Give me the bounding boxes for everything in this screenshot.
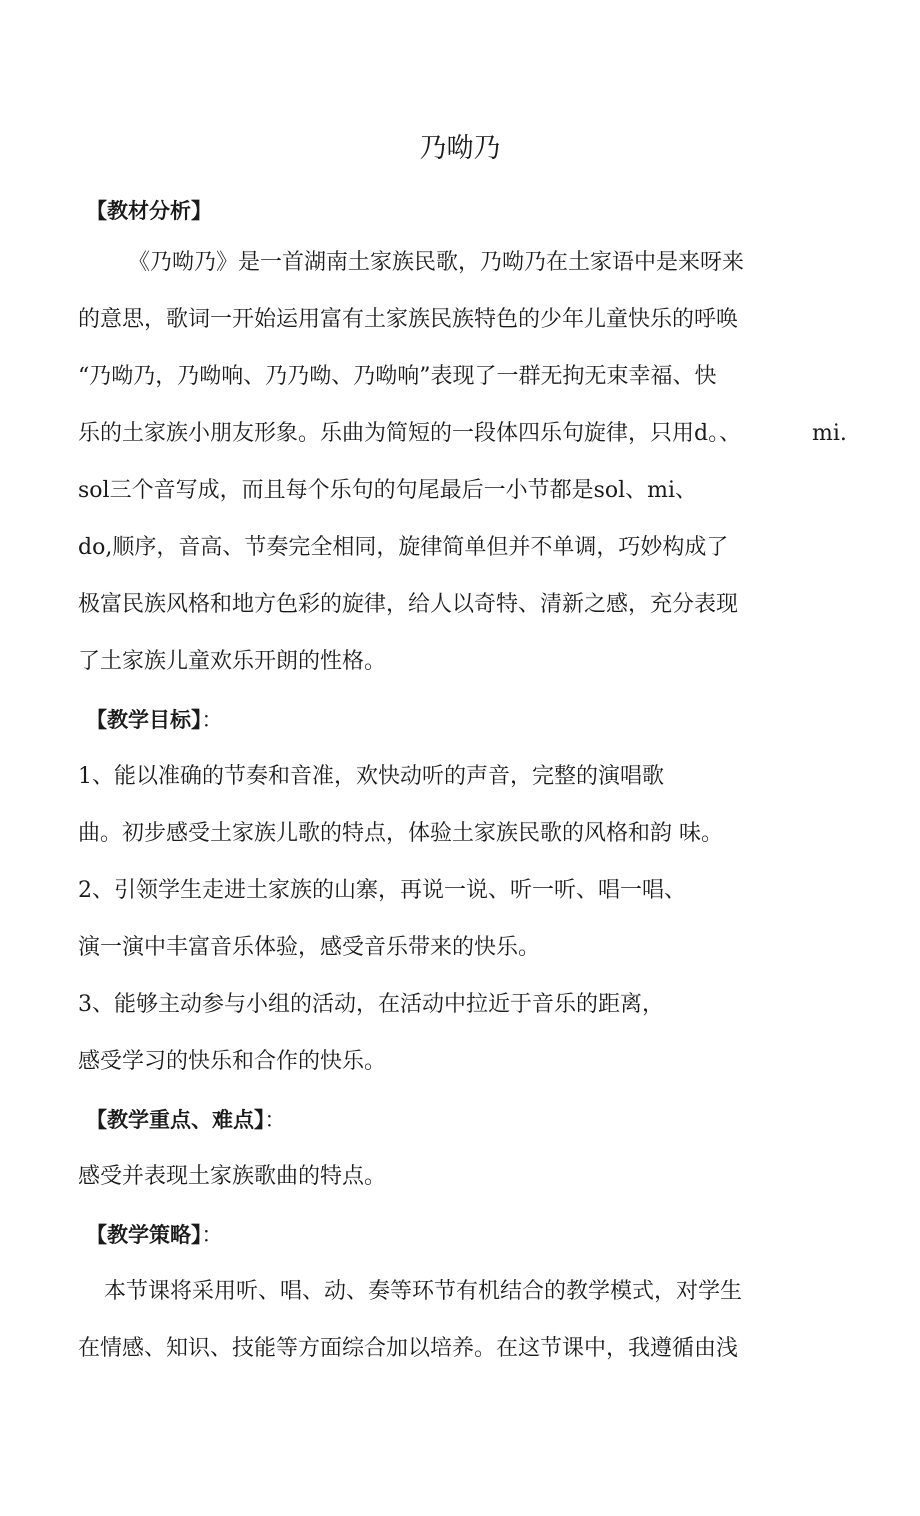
goals-line-5: 3、能够主动参与小组的活动，在活动中拉近于音乐的距离， [78,992,664,1017]
goals-line-2: 曲。初步感受土家族儿歌的特点，体验土家族民歌的风格和韵 味。 [78,821,723,846]
analysis-line-6: do,顺序，音高、节奏完全相同，旋律简单但并不单调，巧妙构成了 [78,535,729,560]
strategy-line-1: 本节课将采用听、唱、动、奏等环节有机结合的教学模式，对学生 [104,1279,743,1304]
heading-strategy-colon: ： [201,1223,223,1247]
heading-key-points-label: 【教学重点、难点】 [86,1108,265,1132]
heading-key-points-colon: ： [264,1108,286,1132]
analysis-line-3: “乃呦乃，乃呦响、乃乃呦、乃呦响”表现了一群无拘无束幸福、快 [78,364,717,389]
heading-analysis [86,196,212,226]
heading-analysis-label: 【教材分析】 [86,199,212,223]
heading-strategy-label: 【教学策略】 [86,1223,202,1247]
heading-goals-colon: ： [201,708,223,732]
analysis-line-4 [78,419,741,449]
goals-line-3: 2、引领学生走进土家族的山寨，再说一说、听一听、唱一唱、 [78,878,686,903]
document-title: 乃呦乃 [419,133,501,164]
analysis-line-2: 的意思，歌词一开始运用富有土家族民族特色的少年儿童快乐的呼唤 [78,307,739,332]
analysis-line-1: 《乃呦乃》是一首湖南土家族民歌，乃呦乃在土家语中是来呀来 [128,250,745,275]
strategy-line-2: 在情感、知识、技能等方面综合加以培养。在这节课中，我遵循由浅 [78,1336,739,1361]
heading-key-points [86,1105,286,1135]
goals-line-6: 感受学习的快乐和合作的快乐。 [78,1049,387,1074]
analysis-line-4-text: 乐的土家族小朋友形象。乐曲为简短的一段体四乐句旋律，只用d。、 [78,421,742,446]
analysis-line-4-tail: mi. [812,421,847,446]
heading-strategy [86,1220,223,1250]
analysis-line-5: sol三个音写成，而且每个乐句的句尾最后一小节都是sol、mi、 [78,478,698,503]
analysis-line-7: 极富民族风格和地方色彩的旋律，给人以奇特、清新之感，充分表现 [78,592,739,617]
analysis-line-8: 了土家族儿童欢乐开朗的性格。 [78,649,387,674]
goals-line-4: 演一演中丰富音乐体验，感受音乐带来的快乐。 [78,935,541,960]
heading-goals [86,705,223,735]
heading-goals-label: 【教学目标】 [86,708,202,732]
goals-line-1: 1、能以准确的节奏和音准，欢快动听的声音，完整的演唱歌 [78,764,664,789]
key-points-line-1: 感受并表现土家族歌曲的特点。 [78,1164,387,1189]
